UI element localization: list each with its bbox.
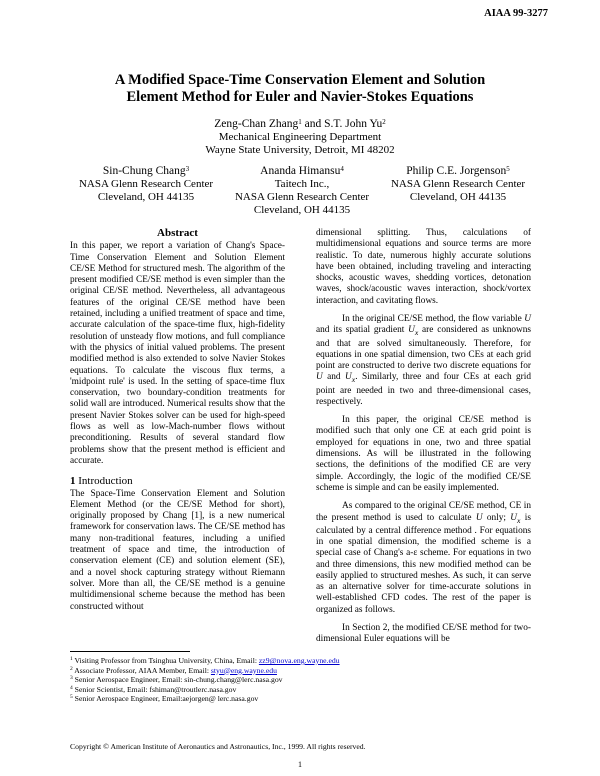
- coauthor-2-affiliation: NASA Glenn Research Center: [234, 191, 370, 203]
- coauthor-1-mark: 3: [185, 165, 190, 173]
- coauthor-3-affiliation: NASA Glenn Research Center: [390, 178, 526, 190]
- author-2-mark: 2: [382, 118, 386, 126]
- coauthor-1-name: Sin-Chung Chang: [102, 165, 186, 177]
- right-paragraph-4: As compared to the original CE/SE method, CE in the present method is used to calculate U only; $U_x$ is calculated by a central difference method . For equations in one spatial dimension, the modified scheme is a special case of Chang's a-ε scheme. For equations in two and three dimensions, this new modified method can be easily applied to structured meshes. As such, it can serve as an alternative solver for time-accurate solutions in well-established CFD codes. The rest of the paper is organized as follows.: [316, 501, 531, 615]
- title-line-2: Element Method for Euler and Navier-Stokes Equations: [126, 89, 474, 105]
- footnotes: [70, 656, 540, 704]
- primary-authors: [0, 118, 600, 157]
- coauthor-2-name: Ananda Himansu: [260, 165, 341, 177]
- coauthor-2-city: Cleveland, OH 44135: [253, 204, 351, 216]
- author-1-name: Zeng-Chan Zhang: [214, 118, 299, 130]
- right-paragraph-2: In the original CE/SE method, the flow variable U and its spatial gradient $U_x$ are considered as unknowns and that are solved simultaneously. Therefore, for equations in one spatial dimension, two CEs at each grid point are constructed to derive two discrete equations for U and $U_x$. Similarly, three and four CEs at each grid point are needed in two and three-dimensional cases, respectively.: [316, 314, 531, 407]
- introduction-number: 1: [70, 475, 76, 488]
- coauthor-2-company: Taitech Inc.,: [274, 178, 330, 190]
- var-Ux: U: [408, 325, 415, 336]
- page-number: 1: [298, 760, 302, 769]
- right-paragraph-1: dimensional splitting. Thus, calculations of multidimensional equations and source terms are more realistic. To date, numerous highly accurate solutions have been obtained, including traveling and interacting shocks, acoustic waves, shedding vortices, detonation waves, shock/acoustic waves interaction, shock/vortex interaction, and cavitating flows.: [316, 228, 531, 306]
- coauthor-3: [378, 165, 538, 204]
- footnote-1-email-link[interactable]: zz9@nova.eng.wayne.edu: [258, 656, 340, 665]
- introduction-title: Introduction: [78, 475, 133, 488]
- department: Mechanical Engineering Department: [218, 131, 382, 143]
- coauthor-1-affiliation: NASA Glenn Research Center: [78, 178, 214, 190]
- right-paragraph-5: In Section 2, the modified CE/SE method for two-dimensional Euler equations will be: [316, 623, 531, 645]
- paper-title: [0, 72, 600, 106]
- footnote-3: $^3$ Senior Aerospace Engineer, Email: sin-chung.chang@lerc.nasa.gov: [70, 675, 283, 684]
- abstract-text: In this paper, we report a variation of Chang's Space-Time Conservation Element and Solution Element CE/SE Method for structured mesh. The algorithm of the present modified CE/SE method is even simpler than the original CE/SE method. Nevertheless, all advantageous features of the original CE/SE method have been retained, including a unified treatment of space and time, accurate calculation of the space-time flux, high-fidelity resolution of unsteady flow motions, and full compliance with the physics of initial valued problems. The present modified method is also extended to solve Navier Stokes equations. To calculate the viscous flux terms, a 'midpoint rule' is used. In the setting of space-time flux conservation, two boundary-condition treatments for solid wall are introduced. Numerical results show that the present Navier Stokes solver can be used for high-speed flows as well as low-Mach-number flows without preconditioning. Results of several standard flow problems show that the present method is efficient and accurate.: [70, 241, 285, 466]
- coauthor-3-name: Philip C.E. Jorgenson: [406, 165, 507, 177]
- university: Wayne State University, Detroit, MI 48202: [205, 144, 395, 156]
- coauthor-1: [66, 165, 226, 204]
- right-column: [316, 228, 531, 646]
- coauthor-2-mark: 4: [340, 165, 344, 173]
- footnote-2-email-link[interactable]: styu@eng.wayne.edu: [210, 665, 277, 675]
- coauthor-2: [222, 165, 382, 217]
- footnote-5: $^5$ Senior Aerospace Engineer, Email:aejorgen@ lerc.nasa.gov: [70, 694, 259, 703]
- footnote-2: $^2$ Associate Professor, AIAA Member, Email: styu@eng.wayne.edu: [70, 665, 277, 675]
- coauthor-3-city: Cleveland, OH 44135: [409, 191, 507, 203]
- footnote-4: $^4$ Senior Scientist, Email: fshiman@troutlerc.nasa.gov: [70, 684, 237, 694]
- var-U: U: [524, 314, 531, 325]
- footnote-1: $^1$ Visiting Professor from Tsinghua University, China, Email: zz9@nova.eng.wayne.edu: [70, 656, 340, 665]
- title-line-1: A Modified Space-Time Conservation Element and Solution: [114, 72, 486, 88]
- author-2-name: and S.T. John Yu: [304, 118, 383, 130]
- abstract-heading: Abstract: [157, 227, 198, 239]
- primary-author-line: [0, 118, 600, 131]
- right-paragraph-3: In this paper, the original CE/SE method is modified such that only one CE at each grid point is employed for equations in one, two and three spatial dimensions. As will be illustrated in the following sections, the definitions of the modified CE are very simple. Accordingly, the logic of the modified CE/SE scheme is simple and can be easily implemented.: [316, 415, 531, 493]
- introduction-text: The Space-Time Conservation Element and Solution Element Method (or the CE/SE Method for short), originally proposed by Chang [1], is a new numerical framework for conservation laws. The CE/SE method has many non-traditional features, including a unified treatment of space and time, the introduction of conservation element (CE) and solution element (SE), and a novel shock capturing strategy without Riemann solver. More than all, the CE/SE method is a genuine multidimensional scheme because the method has been constructed without: [70, 488, 285, 612]
- footnote-divider: [70, 651, 190, 652]
- coauthor-1-city: Cleveland, OH 44135: [97, 191, 195, 203]
- introduction-heading: [70, 476, 285, 487]
- report-number: AIAA 99-3277: [484, 8, 548, 19]
- coauthor-3-mark: 5: [506, 165, 510, 173]
- left-column: [70, 228, 285, 613]
- copyright-notice: Copyright © American Institute of Aeronautics and Astronautics, Inc., 1999. All rights reserved.: [70, 742, 366, 751]
- author-1-mark: 1: [298, 118, 302, 126]
